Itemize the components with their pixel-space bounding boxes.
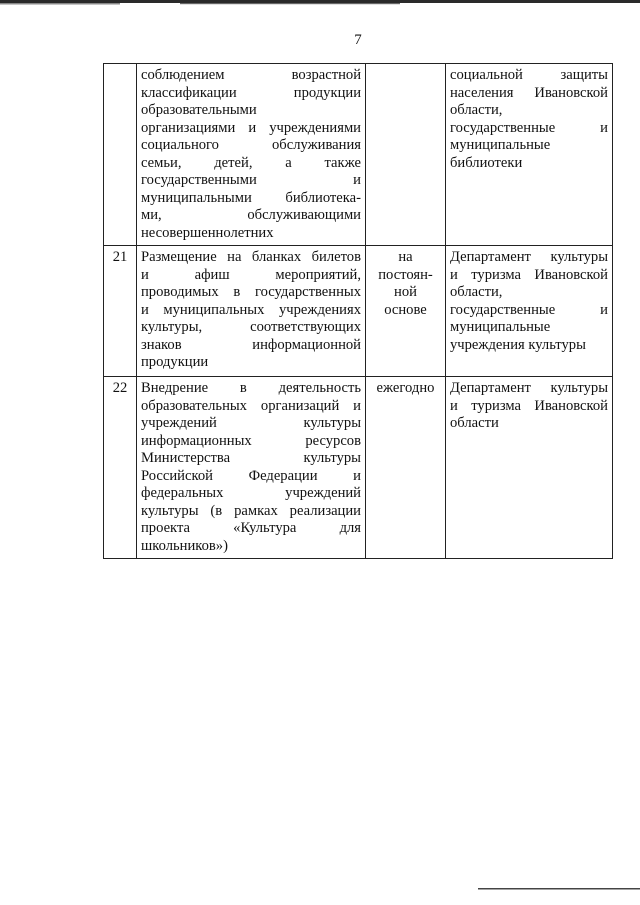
responsible-cell-line: муниципальные — [450, 137, 551, 153]
scan-artifact-bottom — [478, 887, 640, 891]
event-cell-line: продукции — [141, 354, 209, 370]
term-cell — [366, 377, 446, 559]
responsible-cell — [446, 246, 613, 377]
responsible-cell-line: населения Ивановской — [450, 84, 608, 101]
event-cell-line: школьников») — [141, 537, 228, 554]
responsible-cell-line: учреждения культуры — [450, 336, 586, 353]
row-number-cell — [104, 377, 137, 559]
responsible-cell-line: области — [450, 415, 499, 431]
table-row — [104, 64, 613, 246]
event-cell — [137, 377, 366, 559]
term-cell-line: ежегодно — [376, 380, 435, 396]
responsible-cell-line: социальной защиты — [450, 67, 608, 83]
term-cell-line: постоян- — [378, 266, 433, 283]
row-number: 21 — [112, 249, 128, 265]
term-cell-line: ной — [394, 284, 417, 300]
event-cell-line: образовательных организаций и — [141, 397, 361, 414]
event-cell-line: муниципальными библиотека- — [141, 189, 361, 206]
responsible-cell-line: и туризма Ивановской — [450, 397, 608, 414]
event-cell-line: государственными и — [141, 172, 361, 188]
responsible-cell-line: государственные и — [450, 301, 608, 318]
term-cell-line: основе — [384, 301, 427, 318]
page-number: 7 — [354, 32, 362, 48]
event-cell-line: культуры (в рамках реализации — [141, 502, 361, 519]
event-cell-line: Министерства культуры — [141, 450, 361, 466]
responsible-cell-line: государственные и — [450, 119, 608, 136]
event-cell-line: учреждений культуры — [141, 415, 361, 431]
responsible-cell-line: области, — [450, 284, 503, 300]
event-cell-line: социального обслуживания — [141, 137, 361, 153]
responsible-cell-line: и туризма Ивановской — [450, 266, 608, 283]
event-cell-line: и муниципальных учреждениях — [141, 301, 361, 318]
event-cell-line: и афиш мероприятий, — [141, 266, 361, 283]
event-cell-line: культуры, соответствующих — [141, 319, 361, 335]
event-cell-line: Российской Федерации и — [141, 467, 361, 484]
scan-artifact-top — [0, 0, 640, 6]
event-cell-line: образовательными — [141, 102, 257, 118]
term-cell — [366, 246, 446, 377]
term-cell — [366, 64, 446, 246]
responsible-cell-line: Департамент культуры — [450, 380, 608, 396]
responsible-cell — [446, 64, 613, 246]
event-cell-line: Внедрение в деятельность — [141, 380, 361, 396]
term-cell-line: на — [398, 249, 413, 265]
row-number: 22 — [112, 380, 128, 396]
responsible-cell-line: области, — [450, 102, 503, 118]
row-number-cell — [104, 246, 137, 377]
table-row — [104, 377, 613, 559]
event-cell-line: проекта «Культура для — [141, 520, 361, 536]
event-cell — [137, 64, 366, 246]
event-cell-line: организациями и учреждениями — [141, 119, 361, 136]
event-cell-line: Размещение на бланках билетов — [141, 249, 361, 265]
responsible-cell-line: муниципальные — [450, 319, 551, 335]
row-number-cell — [104, 64, 137, 246]
event-cell — [137, 246, 366, 377]
table-row — [104, 246, 613, 377]
event-cell-line: информационных ресурсов — [141, 432, 361, 449]
event-cell-line: проводимых в государственных — [141, 284, 361, 300]
measures-table — [103, 63, 613, 559]
event-cell-line: несовершеннолетних — [141, 224, 274, 241]
event-cell-line: соблюдением возрастной — [141, 67, 361, 83]
event-cell-line: ми, обслуживающими — [141, 207, 361, 223]
event-cell-line: семьи, детей, а также — [141, 154, 361, 171]
event-cell-line: знаков информационной — [141, 336, 361, 353]
event-cell-line: классификации продукции — [141, 84, 361, 101]
responsible-cell — [446, 377, 613, 559]
responsible-cell-line: Департамент культуры — [450, 249, 608, 265]
event-cell-line: федеральных учреждений — [141, 485, 361, 501]
responsible-cell-line: библиотеки — [450, 154, 523, 171]
